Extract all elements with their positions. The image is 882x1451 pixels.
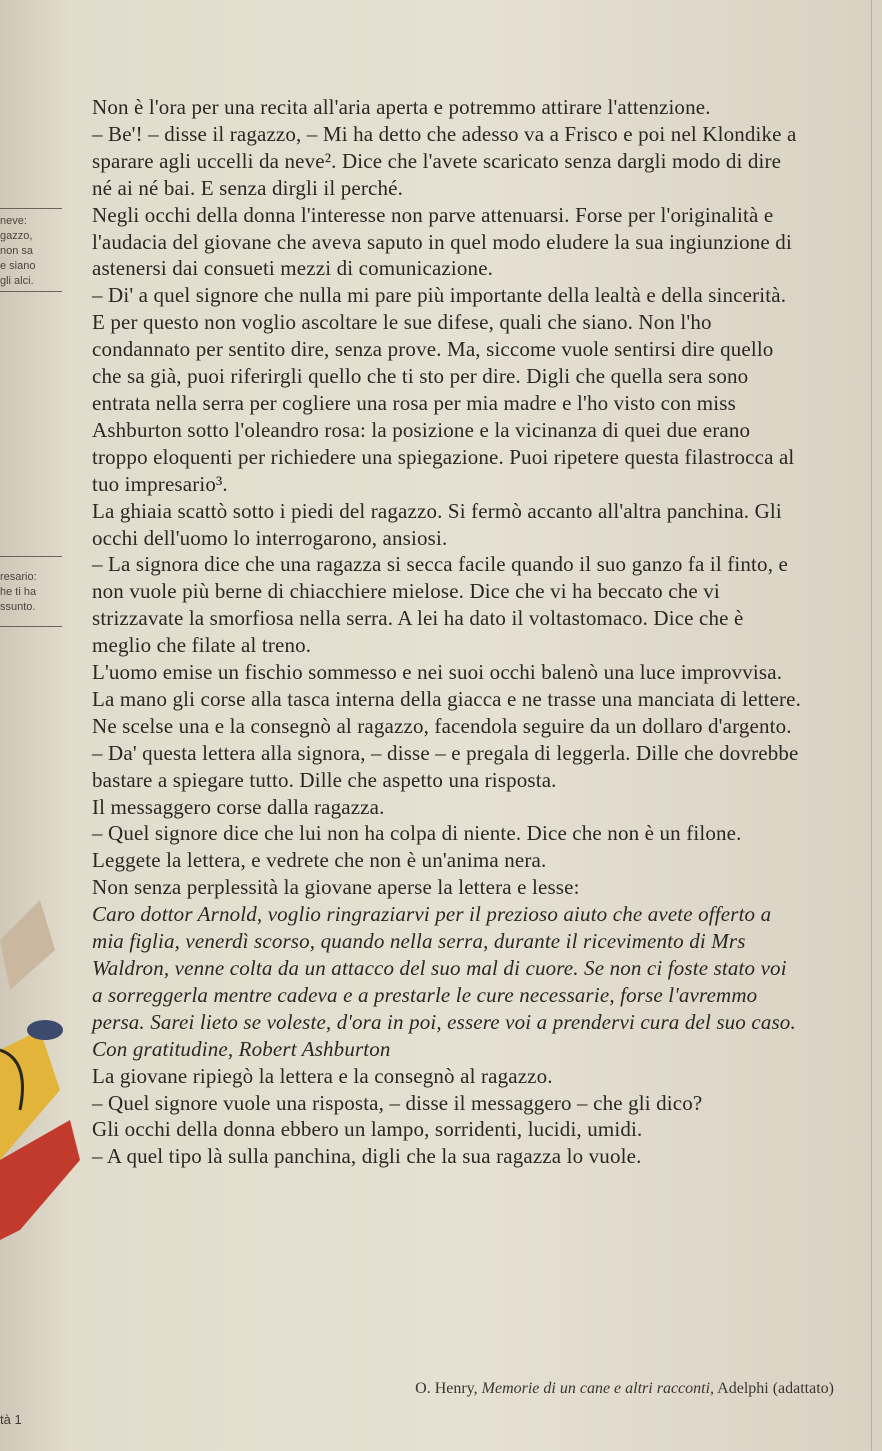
margin-rule <box>0 291 62 292</box>
source-attribution <box>415 1380 834 1398</box>
paragraph: Non senza perplessità la giovane aperse la lettera e lesse: <box>92 875 580 900</box>
margin-rule <box>0 208 62 209</box>
margin-illustration <box>0 860 90 1260</box>
paragraph: Gli occhi della donna ebbero un lampo, sorridenti, lucidi, umidi. <box>92 1117 643 1142</box>
letter-signature: Con gratitudine, Robert Ashburton <box>92 1036 391 1061</box>
note-line: gazzo, <box>0 230 33 242</box>
paragraph: – Da' questa lettera alla signora, – disse – e pregala di leggerla. Dille che dovrebbe bastare a spiegare tutto. Dille che aspetto una risposta. <box>92 740 799 792</box>
note-line: e siano <box>0 260 36 272</box>
attribution-publisher: Adelphi (adattato) <box>717 1380 834 1397</box>
note-line: neve: <box>0 215 27 227</box>
margin-rule <box>0 556 62 557</box>
paragraph: Il messaggero corse dalla ragazza. <box>92 794 385 819</box>
paragraph: – Quel signore vuole una risposta, – disse il messaggero – che gli dico? <box>92 1090 703 1115</box>
margin-note-2 <box>0 570 76 615</box>
page-number: tà 1 <box>0 1412 22 1427</box>
story-text <box>92 94 802 1170</box>
margin-rule <box>0 626 62 627</box>
paragraph: La ghiaia scattò sotto i piedi del ragazzo. Si fermò accanto all'altra panchina. Gli occhi dell'uomo lo interrogarono, ansiosi. <box>92 498 782 550</box>
paragraph: La giovane ripiegò la lettera e la consegnò al ragazzo. <box>92 1063 553 1088</box>
note-line: gli alci. <box>0 275 34 287</box>
paragraph: L'uomo emise un fischio sommesso e nei suoi occhi balenò una luce improvvisa. La mano gli corse alla tasca interna della giacca e ne trasse una manciata di lettere. Ne scelse una e la consegnò al ragazzo, facendola seguire da un dollaro d'argento. <box>92 660 802 738</box>
note-line: he ti ha <box>0 586 37 598</box>
letter-body: Caro dottor Arnold, voglio ringraziarvi per il prezioso aiuto che avete offerto a mia figlia, venerdì scorso, quando nella serra, durante il ricevimento di Mrs Waldron, venne colta da un attacco del suo mal di cuore. Se non ci foste stato voi a sorreggerla mentre cadeva e a prestarle le cure necessarie, forse l'avremmo persa. Sarei lieto se voleste, d'ora in poi, essere voi a prendervi cura del suo caso. <box>92 902 796 1034</box>
paragraph: – La signora dice che una ragazza si secca facile quando il suo ganzo fa il finto, e non vuole più berne di chiacchiere mielose. Dice che vi ha beccato che vi strizzavate la smorfiosa nella serra. A lei ha dato il voltastomaco. Dice che è meglio che filate al treno. <box>92 552 788 658</box>
paragraph: – Quel signore dice che lui non ha colpa di niente. Dice che non è un filone. Leggete la lettera, e vedrete che non è un'anima nera. <box>92 821 742 873</box>
note-line: non sa <box>0 245 34 257</box>
paragraph: – A quel tipo là sulla panchina, digli che la sua ragazza lo vuole. <box>92 1144 642 1169</box>
note-line: ssunto. <box>0 601 36 613</box>
paragraph: – Di' a quel signore che nulla mi pare più importante della lealtà e della sincerità. E per questo non voglio ascoltare le sue difese, quali che siano. Non l'ho condannato per sentito dire, senza prove. Ma, siccome vuole sentirsi dire quello che sa già, puoi riferirgli quello che ti sto per dire. Digli che quella sera sono entrata nella serra per cogliere una rosa per mia madre e l'ho visto con miss Ashburton sotto l'oleandro rosa: la posizione e la vicinanza di quei due erano troppo eloquenti per richiedere una spiegazione. Puoi ripetere questa filastrocca al tuo impresario³. <box>92 283 795 496</box>
paragraph: – Be'! – disse il ragazzo, – Mi ha detto che adesso va a Frisco e poi nel Klondike a sparare agli uccelli da neve². Dice che l'avete scaricato senza dargli modo di dire né ai né bai. E senza dirgli il perché. <box>92 121 797 200</box>
attribution-author: O. Henry, <box>415 1380 478 1397</box>
attribution-work: Memorie di un cane e altri racconti, <box>481 1380 715 1397</box>
paragraph: Non è l'ora per una recita all'aria aperta e potremmo attirare l'attenzione. <box>92 95 711 119</box>
margin-note-1 <box>0 214 76 289</box>
page-edge <box>871 0 872 1451</box>
note-line: resario: <box>0 571 37 583</box>
paragraph: Negli occhi della donna l'interesse non parve attenuarsi. Forse per l'originalità e l'audacia del giovane che aveva saputo in quel modo eludere la sua ingiunzione di astenersi dai consueti mezzi di comunicazione. <box>92 202 792 281</box>
